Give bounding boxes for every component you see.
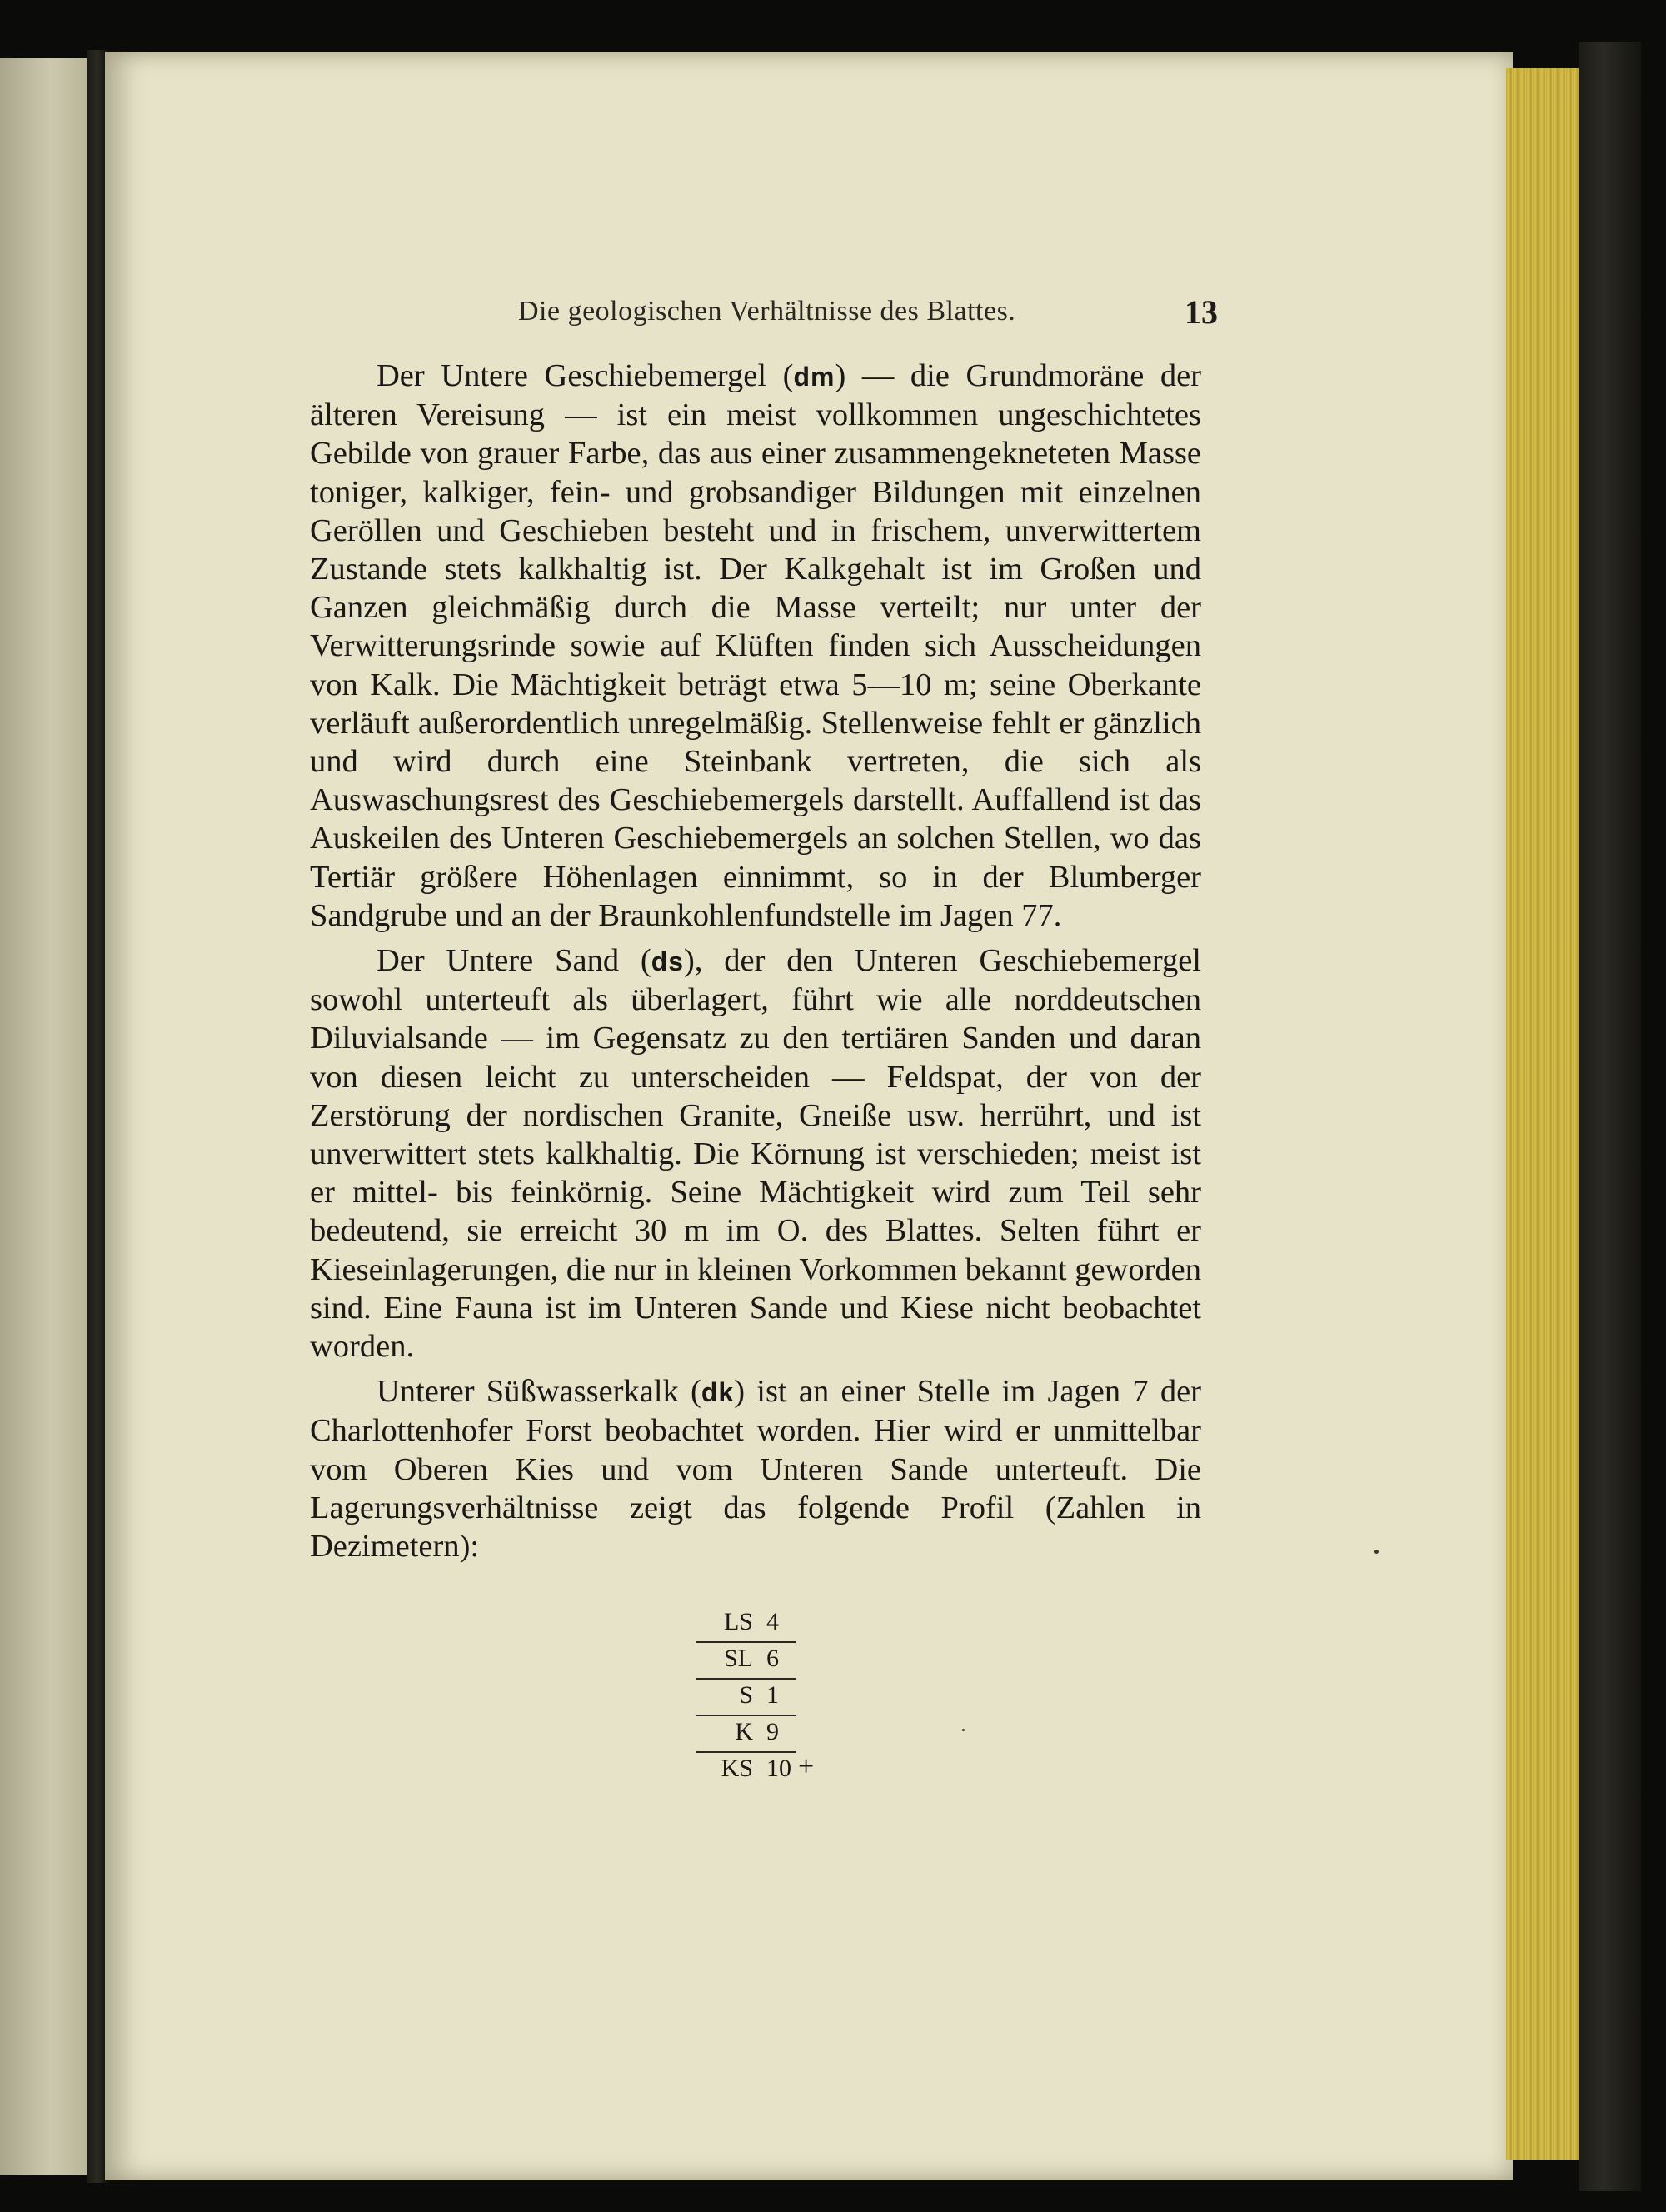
text-segment: ) — die Grundmoräne der älteren Vereisung — ist ein meist vollkommen ungeschichtetes Gebilde von grauer Farbe, das aus einer zusammengekneteten Masse toniger, kalkiger, fein- und grobsandiger Bildungen mit einzelnen Geröllen und Geschieben besteht und in frischem, unverwittertem Zustande stets kalkhaltig ist. Der Kalkgehalt ist im Großen und Ganzen gleichmäßig durch die Masse verteilt; nur unter der Verwitterungsrinde sowie auf Klüften finden sich Ausscheidungen von Kalk. Die Mächtigkeit beträgt etwa 5—10 m; seine Oberkante verläuft außerordentlich unregelmäßig. Stellenweise fehlt er gänzlich und wird durch eine Steinbank vertreten, die sich als Auswaschungsrest des Geschiebemergels darstellt. Auffallend ist das Auskeilen des Unteren Geschiebemergels an solchen Stellen, wo das Tertiär größere Höhenlagen einnimmt, so in der Blumberger Sandgrube und an der Braunkohlenfundstelle im Jagen 77.: [310, 358, 1201, 933]
profile-divider: [696, 1715, 796, 1716]
layer-thickness: 10: [766, 1755, 791, 1782]
layer-code: KS: [721, 1755, 753, 1782]
profile-row: [696, 1681, 830, 1718]
text-segment: ), der den Unteren Geschiebemergel sowohl unterteuft als überlagert, führt wie alle norddeutschen Diluvialsande — im Gegensatz zu den tertiären Sanden und daran von diesen leicht zu unterscheiden — Feldspat, der von der Zerstörung der nordischen Granite, Gneiße usw. herrührt, und ist unverwittert stets kalkhaltig. Die Körnung ist verschieden; meist ist er mittel- bis feinkörnig. Seine Mächtigkeit wird zum Teil sehr bedeutend, sie erreicht 30 m im O. des Blattes. Selten führt er Kieseinlagerungen, die nur in kleinen Vorkommen bekannt geworden sind. Eine Fauna ist im Unteren Sande und Kiese nicht beobachtet worden.: [310, 943, 1201, 1365]
running-title: Die geologischen Verhältnisse des Blattes.: [518, 296, 1016, 327]
layer-thickness: 4: [766, 1608, 779, 1635]
text-segment: Unterer Süßwasserkalk (: [377, 1374, 701, 1410]
layer-code: LS: [723, 1608, 753, 1635]
paragraph-unterer-sand: [310, 941, 1201, 1366]
layer-code: S: [739, 1681, 753, 1709]
paragraph-suesswasserkalk: [310, 1372, 1201, 1565]
page-header: [518, 293, 1225, 337]
book-cover-edge: [1579, 42, 1641, 2191]
layer-thickness: 1: [766, 1681, 779, 1709]
paragraph-geschiebemergel: [310, 357, 1201, 935]
layer-extra: +: [798, 1751, 815, 1782]
profile-divider: [696, 1641, 796, 1643]
speck-mark: [1374, 1550, 1379, 1554]
page-edges-gilt: [1506, 68, 1583, 2160]
map-symbol-ds: ds: [651, 946, 685, 977]
speck-mark: [962, 1729, 965, 1731]
text-segment: Der Untere Geschiebemergel (: [377, 358, 794, 393]
left-page-edge: [0, 58, 92, 2175]
text-segment: Der Untere Sand (: [377, 943, 651, 979]
layer-thickness: 6: [766, 1645, 779, 1672]
layer-code: SL: [723, 1645, 753, 1672]
profile-row: [696, 1645, 830, 1681]
profile-row: [696, 1718, 830, 1755]
map-symbol-dk: dk: [701, 1377, 735, 1408]
layer-profile: [696, 1608, 830, 1791]
profile-row: [696, 1751, 830, 1791]
layer-thickness: 9: [766, 1718, 779, 1745]
body-text: [310, 357, 1201, 1572]
text-segment: ) ist an einer Stelle im Jagen 7 der Charlottenhofer Forst beobachtet worden. Hier wird er unmittelbar vom Oberen Kies und vom Unteren Sande unterteuft. Die Lagerungsverhältnisse zeigt das folgende Profil (Zahlen in Dezimetern):: [310, 1374, 1201, 1565]
profile-divider: [696, 1751, 796, 1753]
map-symbol-dm: dm: [793, 362, 835, 392]
page-number: 13: [1185, 293, 1218, 331]
profile-divider: [696, 1678, 796, 1680]
profile-row: [696, 1608, 830, 1645]
layer-code: K: [735, 1718, 753, 1745]
